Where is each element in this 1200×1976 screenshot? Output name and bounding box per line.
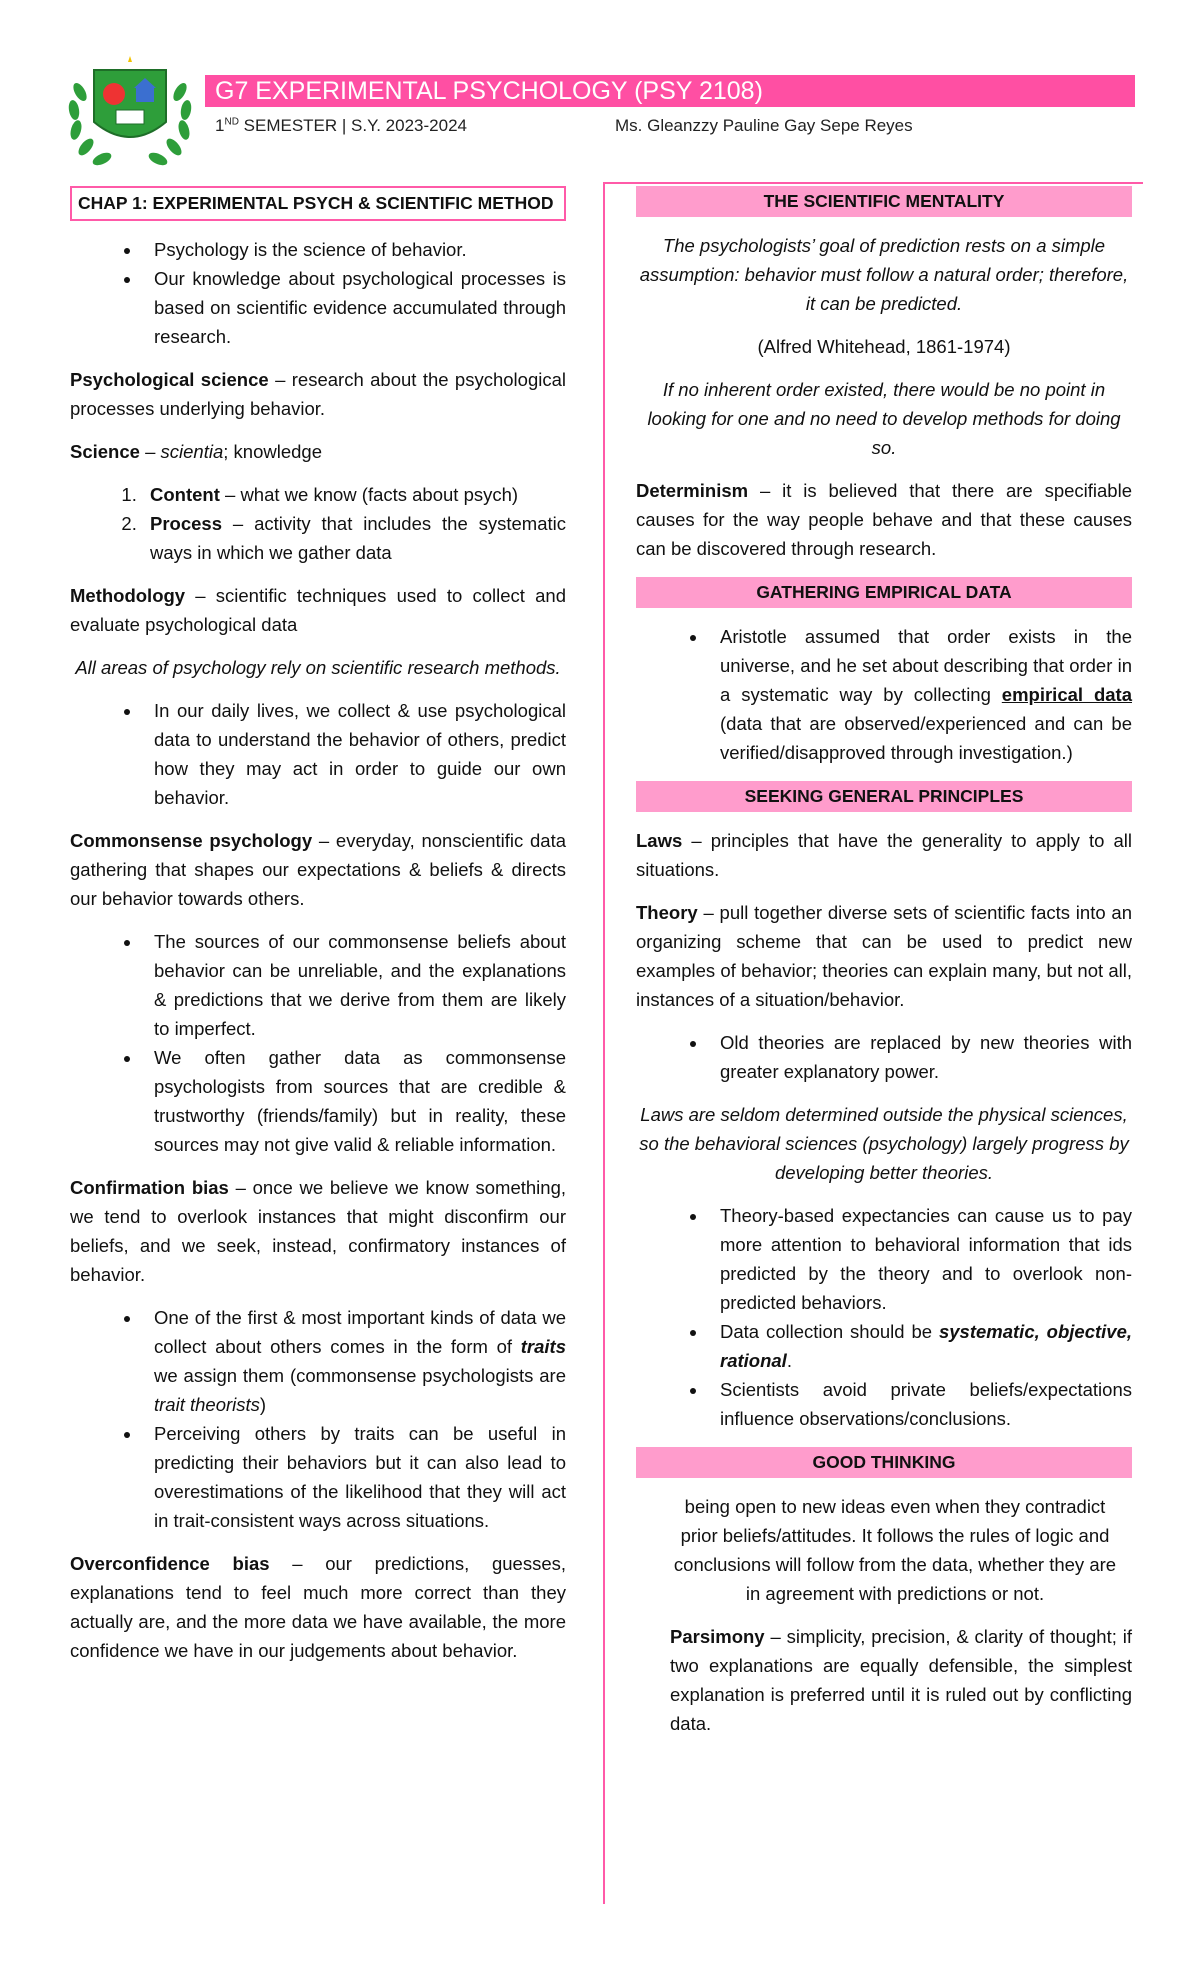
section-heading-scientific-mentality: THE SCIENTIFIC MENTALITY bbox=[636, 186, 1132, 217]
list-item: • Scientists avoid private beliefs/expectations influence observations/conclusions. bbox=[708, 1375, 1132, 1433]
definition-confirmation-bias: Confirmation bias – once we believe we know something, we tend to overlook instances that might disconfirm our beliefs, and we seek, instead, confirmatory instances of behavior. bbox=[70, 1177, 566, 1285]
definition-laws: Laws – principles that have the generality to apply to all situations. bbox=[636, 830, 1132, 880]
empirical-list bbox=[636, 622, 1132, 767]
traits-list bbox=[70, 1303, 566, 1535]
methodology-quote: All areas of psychology rely on scientific research methods. bbox=[75, 657, 561, 678]
data-collection-list bbox=[636, 1201, 1132, 1433]
definition-parsimony: Parsimony – simplicity, precision, & clarity of thought; if two explanations are equally defensible, the simplest explanation is preferred until it is ruled out by conflicting data. bbox=[670, 1626, 1132, 1734]
top-rule bbox=[603, 182, 1143, 184]
good-thinking-text: being open to new ideas even when they contradict prior beliefs/attitudes. It follows the rules of logic and conclusions will follow from the data, whether they are in agreement with predictions or not. bbox=[673, 1496, 1117, 1604]
list-item: 2. Process – activity that includes the systematic ways in which we gather data bbox=[142, 509, 566, 567]
section-heading-good-thinking: GOOD THINKING bbox=[636, 1447, 1132, 1478]
order-quote: If no inherent order existed, there would be no point in looking for one and no need to develop methods for doing so. bbox=[647, 379, 1121, 458]
definition-commonsense: Commonsense psychology – everyday, nonscientific data gathering that shapes our expectations & beliefs & directs our behavior towards others. bbox=[70, 830, 566, 909]
laws-quote: Laws are seldom determined outside the physical sciences, so the behavioral sciences (psychology) largely progress by developing better theories. bbox=[639, 1104, 1129, 1183]
definition-psych-science: Psychological science – research about the psychological processes underlying behavior. bbox=[70, 369, 566, 419]
definition-theory: Theory – pull together diverse sets of scientific facts into an organizing scheme that can be used to predict new examples of behavior; theories can explain many, but not all, instances of a situation/behavior. bbox=[636, 902, 1132, 1010]
chapter-heading: CHAP 1: EXPERIMENTAL PSYCH & SCIENTIFIC METHOD bbox=[70, 186, 566, 221]
intro-list bbox=[70, 235, 566, 351]
quote-citation: (Alfred Whitehead, 1861-1974) bbox=[757, 336, 1011, 357]
section-heading-empirical-data: GATHERING EMPIRICAL DATA bbox=[636, 577, 1132, 608]
list-item: • Our knowledge about psychological processes is based on scientific evidence accumulated through research. bbox=[142, 264, 566, 351]
definition-overconfidence-bias: Overconfidence bias – our predictions, guesses, explanations tend to feel much more correct than they actually are, and the more data we have available, the more confidence we have in our judgements about behavior. bbox=[70, 1553, 566, 1661]
list-item: • Perceiving others by traits can be useful in predicting their behaviors but it can also lead to overestimations of the likelihood that they will act in trait-consistent ways across situations. bbox=[142, 1419, 566, 1535]
commonsense-list bbox=[70, 927, 566, 1159]
prediction-quote: The psychologists’ goal of prediction rests on a simple assumption: behavior must follow a natural order; therefore, it can be predicted. bbox=[639, 235, 1129, 314]
list-item: • Theory-based expectancies can cause us to pay more attention to behavioral information that ids predicted by the theory and to overlook non-predicted behaviors. bbox=[708, 1201, 1132, 1317]
list-item: • One of the first & most important kinds of data we collect about others comes in the form of traits we assign them (commonsense psychologists are trait theorists) bbox=[142, 1303, 566, 1419]
list-item: • Aristotle assumed that order exists in the universe, and he set about describing that order in a systematic way by collecting empirical data (data that are observed/experienced and can be verified/disapproved through investigation.) bbox=[708, 622, 1132, 767]
definition-science: Science – scientia; knowledge bbox=[70, 441, 322, 462]
list-item: • Psychology is the science of behavior. bbox=[142, 235, 566, 264]
list-item: • Old theories are replaced by new theories with greater explanatory power. bbox=[708, 1028, 1132, 1086]
daily-life-list bbox=[70, 696, 566, 812]
list-item: 1. Content – what we know (facts about psych) bbox=[142, 480, 566, 509]
instructor-name: Ms. Gleanzzy Pauline Gay Sepe Reyes bbox=[615, 116, 913, 135]
semester-line: 1ND SEMESTER | S.Y. 2023-2024 bbox=[215, 116, 467, 135]
definition-methodology: Methodology – scientific techniques used to collect and evaluate psychological data bbox=[70, 585, 566, 635]
school-logo bbox=[64, 52, 196, 172]
list-item: • In our daily lives, we collect & use psychological data to understand the behavior of others, predict how they may act in order to guide our own behavior. bbox=[142, 696, 566, 812]
left-column bbox=[70, 186, 566, 1679]
list-item: • Data collection should be systematic, objective, rational. bbox=[708, 1317, 1132, 1375]
course-title: G7 EXPERIMENTAL PSYCHOLOGY (PSY 2108) bbox=[205, 75, 1135, 107]
science-components-list bbox=[70, 480, 566, 567]
right-column bbox=[636, 186, 1132, 1752]
list-item: • The sources of our commonsense beliefs about behavior can be unreliable, and the explanations & predictions that we derive from them are likely to imperfect. bbox=[142, 927, 566, 1043]
section-heading-general-principles: SEEKING GENERAL PRINCIPLES bbox=[636, 781, 1132, 812]
theory-list bbox=[636, 1028, 1132, 1086]
column-divider bbox=[603, 182, 605, 1904]
definition-determinism: Determinism – it is believed that there are specifiable causes for the way people behave and that these causes can be discovered through research. bbox=[636, 480, 1132, 559]
list-item: • We often gather data as commonsense psychologists from sources that are credible & trustworthy (friends/family) but in reality, these sources may not give valid & reliable information. bbox=[142, 1043, 566, 1159]
